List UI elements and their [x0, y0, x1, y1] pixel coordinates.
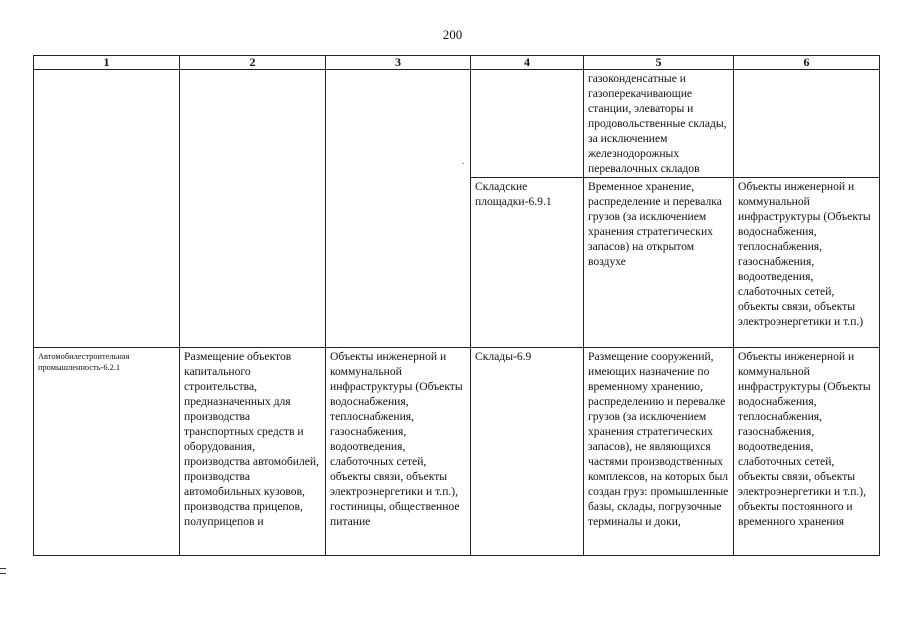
margin-mark	[0, 568, 6, 574]
cell-conditional-description: Размещение сооружений, имеющих назначение по временному хранению, распределению и перевалке грузов (за исключением хранения стратегических запасов), не являющихся частями производственных комплексов, на которых был создан груз: промышленные базы, склады, погрузочные терминалы и доки,	[584, 348, 734, 556]
column-header-5: 5	[584, 56, 734, 70]
column-header-3: 3	[326, 56, 471, 70]
cell-auxiliary-use	[326, 70, 471, 348]
table-row	[34, 348, 880, 556]
cell-conditional-description: газоконденсатные и газоперекачивающие станции, элеваторы и продовольственные склады, за исключением железнодорожных перевалочных складов	[584, 70, 734, 178]
scan-speck	[462, 163, 464, 164]
cell-main-use: Автомобилестроительная промышленность-6.2.1	[34, 348, 180, 556]
column-header-6: 6	[734, 56, 880, 70]
table-row	[34, 70, 880, 178]
cell-conditional-use: Склады-6.9	[471, 348, 584, 556]
cell-conditional-auxiliary: Объекты инженерной и коммунальной инфраструктуры (Объекты водоснабжения, теплоснабжения, газоснабжения, водоотведения, слаботочных сетей, объекты связи, объекты электроэнергетики и т.п.)	[734, 178, 880, 348]
cell-auxiliary-use: Объекты инженерной и коммунальной инфраструктуры (Объекты водоснабжения, теплоснабжения, газоснабжения, водоотведения, слаботочных сетей, объекты связи, объекты электроэнергетики и т.п.), гостиницы, общественное питание	[326, 348, 471, 556]
column-header-1: 1	[34, 56, 180, 70]
cell-conditional-use	[471, 70, 584, 178]
page-number: 200	[442, 27, 463, 42]
cell-main-use	[34, 70, 180, 348]
cell-conditional-auxiliary: Объекты инженерной и коммунальной инфраструктуры (Объекты водоснабжения, теплоснабжения, газоснабжения, водоотведения, слаботочных сетей, объекты связи, объекты электроэнергетики и т.п.), объекты постоянного и временного хранения	[734, 348, 880, 556]
cell-conditional-auxiliary	[734, 70, 880, 178]
column-header-2: 2	[180, 56, 326, 70]
land-use-table	[33, 55, 880, 556]
cell-main-description	[180, 70, 326, 348]
cell-conditional-description: Временное хранение, распределение и перевалка грузов (за исключением хранения стратегических запасов) на открытом воздухе	[584, 178, 734, 348]
header-row	[34, 56, 880, 70]
cell-main-description: Размещение объектов капитального строительства, предназначенных для производства транспортных средств и оборудования, производства автомобилей, производства автомобильных кузовов, производства прицепов, полуприцепов и	[180, 348, 326, 556]
column-header-4: 4	[471, 56, 584, 70]
cell-conditional-use: Складские площадки-6.9.1	[471, 178, 584, 348]
